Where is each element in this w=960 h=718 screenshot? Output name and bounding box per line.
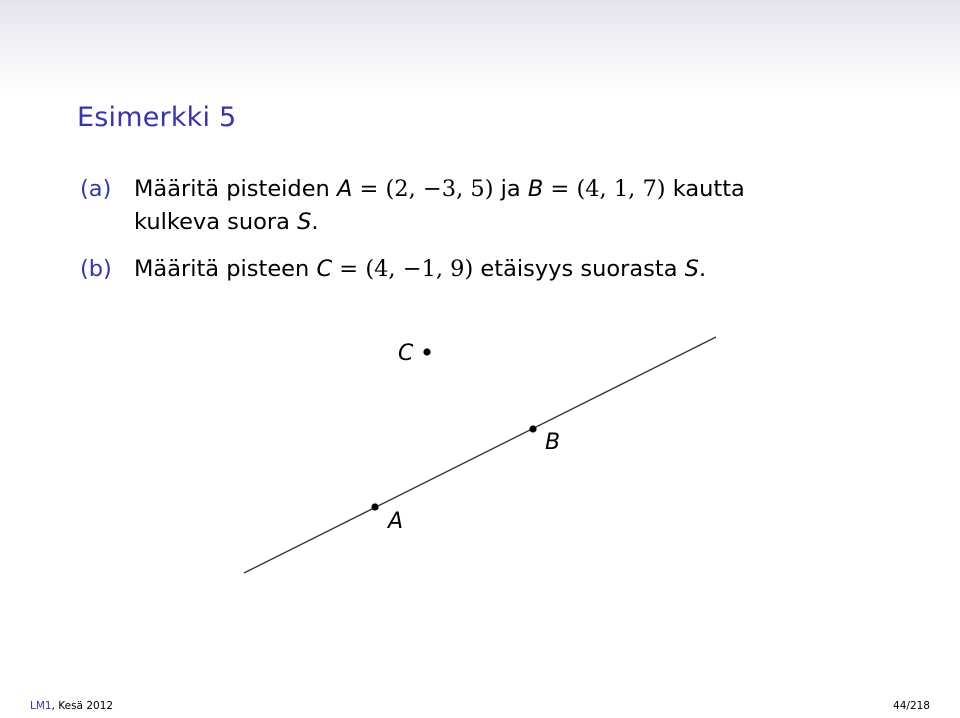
footer-left [30, 700, 113, 712]
point-a-dot [371, 503, 378, 510]
item-b-prefix: Määritä pisteen [134, 256, 317, 282]
item-a-line2-suffix: . [311, 209, 319, 235]
point-a-coords: = (2, −3, 5) [352, 176, 494, 202]
footer-course: LM1 [30, 700, 52, 712]
line-s-symbol-a: S [297, 209, 312, 235]
label-c: C [398, 341, 414, 366]
footer-page-number: 44/218 [893, 700, 930, 712]
item-a-mid: ja [493, 176, 528, 202]
point-c-coords: = (4, −1, 9) [332, 256, 474, 282]
item-b-suffix: . [698, 256, 707, 282]
label-b: B [545, 430, 561, 455]
item-b-mid: etäisyys suorasta [473, 256, 685, 282]
footer-date: , Kesä 2012 [51, 700, 114, 712]
frame-title: Esimerkki 5 [77, 102, 237, 133]
item-b-label: (b) [80, 256, 112, 282]
point-b-symbol: B [527, 176, 544, 202]
point-b-coords: = (4, 1, 7) [543, 176, 666, 202]
item-a-prefix: Määritä pisteiden [134, 176, 337, 202]
line-s [244, 337, 716, 573]
line-s-symbol-b: S [684, 256, 699, 282]
point-c-symbol: C [316, 256, 333, 282]
item-a-line2-prefix: kulkeva suora [134, 209, 298, 235]
point-c-dot [423, 348, 430, 355]
point-b-dot [529, 425, 536, 432]
item-a-suffix: kautta [665, 176, 745, 202]
point-a-symbol: A [336, 176, 353, 202]
item-a-label: (a) [80, 176, 112, 202]
label-a: A [388, 509, 404, 534]
